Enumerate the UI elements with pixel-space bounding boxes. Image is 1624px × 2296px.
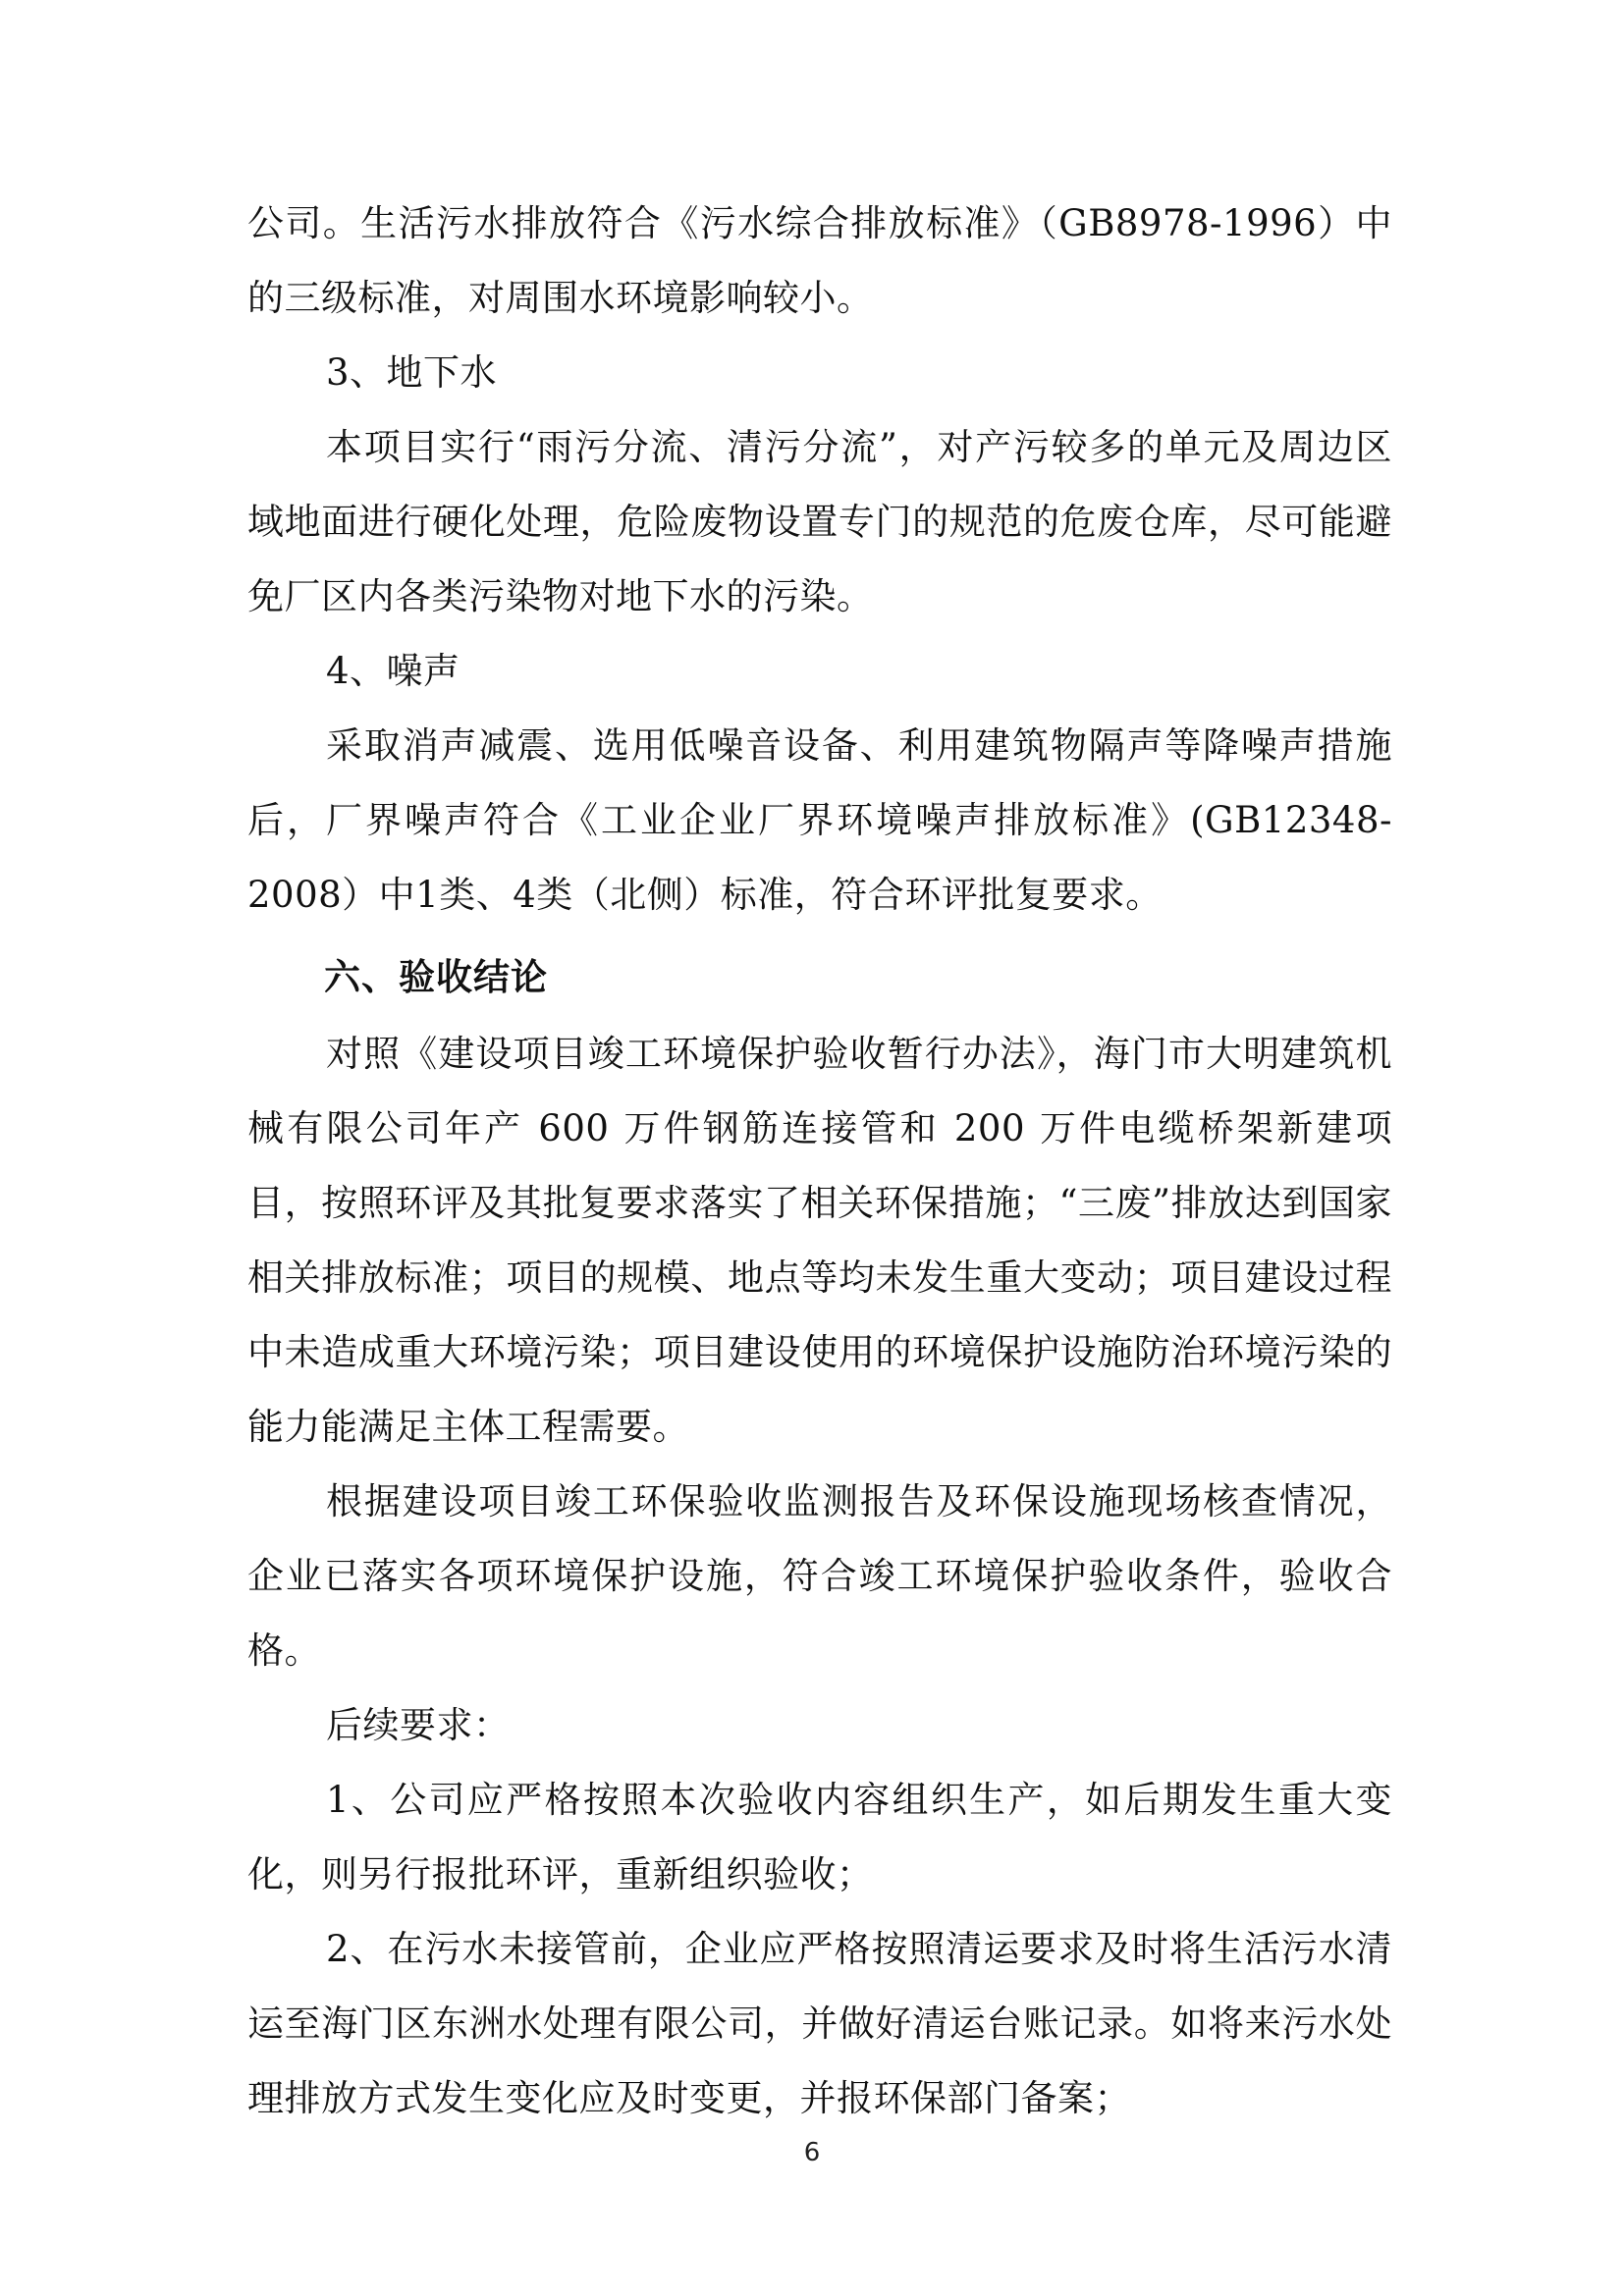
paragraph-follow-up-item-2: 2、在污水未接管前，企业应严格按照清运要求及时将生活污水清运至海门区东洲水处理有限公司，并做好清运台账记录。如将来污水处理排放方式发生变化应及时变更，并报环保部门备案； <box>247 1928 1392 2119</box>
paragraph-groundwater: 本项目实行“雨污分流、清污分流”，对产污较多的单元及周边区域地面进行硬化处理，危险废物设置专门的规范的危废仓库，尽可能避免厂区内各类污染物对地下水的污染。 <box>247 426 1392 617</box>
paragraph-follow-up-item-1: 1、公司应严格按照本次验收内容组织生产，如后期发生重大变化，则另行报批环评，重新组织验收； <box>247 1779 1392 1896</box>
section-title-acceptance-conclusion: 六、验收结论 <box>324 956 548 998</box>
subsection-title-noise: 4、噪声 <box>326 650 460 692</box>
subsection-title-groundwater: 3、地下水 <box>326 351 498 394</box>
page-body <box>247 187 1392 2136</box>
paragraph-noise: 采取消声减震、选用低噪音设备、利用建筑物隔声等降噪声措施后，厂界噪声符合《工业企业厂界环境噪声排放标准》(GB12348-2008）中1类、4类（北侧）标准，符合环评批复要求。 <box>247 724 1392 916</box>
paragraph-follow-up-heading: 后续要求： <box>326 1704 511 1746</box>
paragraph-wastewater-conclusion: 公司。生活污水排放符合《污水综合排放标准》（GB8978-1996）中的三级标准，对周围水环境影响较小。 <box>247 202 1392 319</box>
paragraph-acceptance-result: 根据建设项目竣工环保验收监测报告及环保设施现场核查情况，企业已落实各项环境保护设施，符合竣工环境保护验收条件，验收合格。 <box>247 1480 1392 1672</box>
paragraph-acceptance-basis: 对照《建设项目竣工环境保护验收暂行办法》，海门市大明建筑机械有限公司年产 600 万件钢筋连接管和 200 万件电缆桥架新建项目，按照环评及其批复要求落实了相关环保措施；“三废”排放达到国家相关排放标准；项目的规模、地点等均未发生重大变动；项目建设过程中未造成重大环境污染；项目建设使用的环境保护设施防治环境污染的能力能满足主体工程需要。 <box>247 1033 1392 1448</box>
page-number: 6 <box>803 2138 821 2167</box>
